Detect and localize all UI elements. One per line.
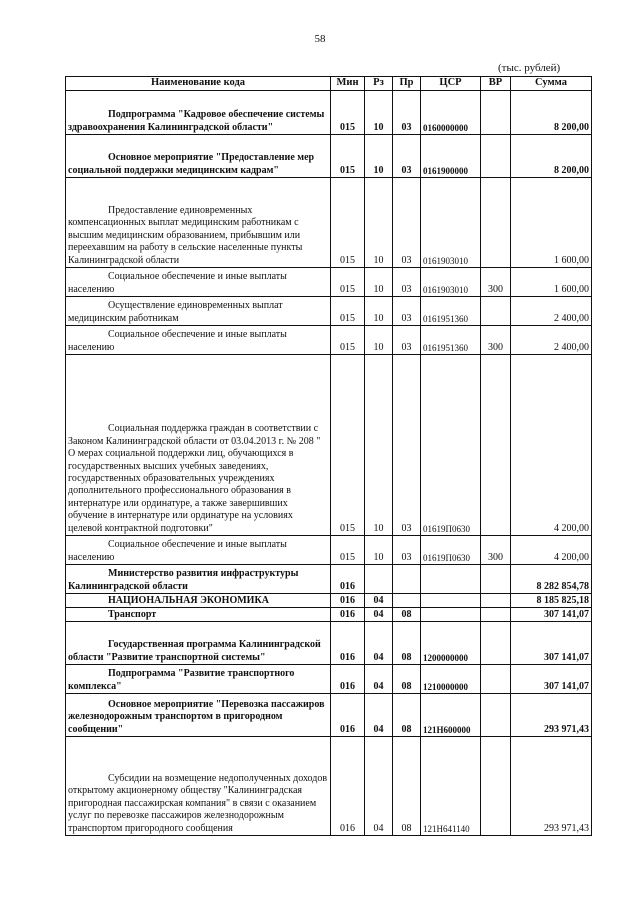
row-min-cell: 015 [331,536,365,565]
page-number: 58 [314,33,326,45]
row-min-cell: 016 [331,622,365,665]
row-rz-cell: 04 [365,608,393,622]
row-vr-cell: 300 [481,536,511,565]
row-vr-cell [481,135,511,178]
row-csr-cell: 0161951360 [421,326,481,355]
row-sum-cell: 8 200,00 [511,91,592,135]
row-sum-cell: 4 200,00 [511,536,592,565]
row-sum-cell: 1 600,00 [511,178,592,268]
row-csr-cell: 01619П0630 [421,536,481,565]
row-csr-cell: 0161900000 [421,135,481,178]
row-csr-cell: 1210000000 [421,665,481,694]
row-min-cell: 015 [331,268,365,297]
table-row [66,608,592,622]
table-body [66,91,592,836]
row-min-cell: 015 [331,326,365,355]
row-min-cell: 016 [331,665,365,694]
row-rz-cell: 10 [365,355,393,536]
row-name-cell: Социальное обеспечение и иные выплаты населению [66,536,331,565]
row-rz-cell: 10 [365,268,393,297]
row-vr-cell: 300 [481,268,511,297]
row-pr-cell: 03 [393,297,421,326]
header-csr: ЦСР [421,77,481,91]
row-min-cell: 016 [331,737,365,836]
row-pr-cell: 03 [393,326,421,355]
header-vr: ВР [481,77,511,91]
row-name-cell: Субсидии на возмещение недополученных доходов открытому акционерному обществу "Калининградская пригородная пассажирская компания" в связи с оказанием услуг по перевозке пассажиров железнодорожным транспортом пригородного сообщения [66,737,331,836]
row-csr-cell [421,565,481,594]
row-sum-cell: 2 400,00 [511,326,592,355]
header-name: Наименование кода [66,77,331,91]
row-name-cell: Государственная программа Калининградской области "Развитие транспортной системы" [66,622,331,665]
header-sum: Сумма [511,77,592,91]
row-min-cell: 016 [331,565,365,594]
table-header-row [66,77,592,91]
row-vr-cell [481,297,511,326]
row-csr-cell [421,594,481,608]
row-min-cell: 016 [331,594,365,608]
row-rz-cell: 04 [365,622,393,665]
row-rz-cell: 10 [365,297,393,326]
units-label: (тыс. рублей) [498,62,561,74]
row-vr-cell [481,737,511,836]
row-pr-cell: 08 [393,608,421,622]
row-pr-cell: 08 [393,737,421,836]
row-name-cell: Социальная поддержка граждан в соответствии с Законом Калининградской области от 03.04.2013 г. № 208 " О мерах социальной поддержки лиц, обучающихся в государственных высших учебных заведениях, государственных образовательных учреждениях дополнительного профессионального образования в интернатуре или ординатуре, а также завершивших обучение в интернатуре или ординатуре на условиях целевой контрактной подготовки" [66,355,331,536]
row-csr-cell: 0161903010 [421,178,481,268]
row-pr-cell: 03 [393,178,421,268]
header-min: Мин [331,77,365,91]
table-row [66,91,592,135]
row-name-cell: Социальное обеспечение и иные выплаты населению [66,326,331,355]
row-sum-cell: 293 971,43 [511,694,592,737]
row-rz-cell [365,565,393,594]
row-min-cell: 015 [331,91,365,135]
row-pr-cell: 08 [393,665,421,694]
row-name-cell: Министерство развития инфраструктуры Калининградской области [66,565,331,594]
row-name-cell: Подпрограмма "Развитие транспортного комплекса" [66,665,331,694]
row-name-cell: Осуществление единовременных выплат медицинским работникам [66,297,331,326]
row-rz-cell: 04 [365,737,393,836]
row-rz-cell: 10 [365,91,393,135]
row-csr-cell [421,608,481,622]
row-pr-cell: 03 [393,536,421,565]
row-min-cell: 015 [331,135,365,178]
row-csr-cell: 0160000000 [421,91,481,135]
row-min-cell: 016 [331,694,365,737]
row-name-cell: Подпрограмма "Кадровое обеспечение системы здравоохранения Калининградской области" [66,91,331,135]
row-sum-cell: 2 400,00 [511,297,592,326]
table-row [66,565,592,594]
row-sum-cell: 307 141,07 [511,608,592,622]
row-pr-cell: 03 [393,91,421,135]
row-name-cell: Предоставление единовременных компенсационных выплат медицинским работникам с высшим медицинским образованием, прибывшим или переехавшим на работу в сельские населенные пункты Калининградской области [66,178,331,268]
row-rz-cell: 10 [365,135,393,178]
row-vr-cell [481,178,511,268]
budget-table [65,76,592,836]
table-row [66,355,592,536]
row-sum-cell: 8 200,00 [511,135,592,178]
row-name-cell: НАЦИОНАЛЬНАЯ ЭКОНОМИКА [66,594,331,608]
row-min-cell: 015 [331,297,365,326]
row-pr-cell: 08 [393,694,421,737]
row-csr-cell: 121Н600000 [421,694,481,737]
table-row [66,297,592,326]
table-row [66,737,592,836]
row-vr-cell [481,665,511,694]
row-min-cell: 016 [331,608,365,622]
row-rz-cell: 10 [365,326,393,355]
table-row [66,536,592,565]
row-vr-cell [481,355,511,536]
row-sum-cell: 293 971,43 [511,737,592,836]
header-rz: Рз [365,77,393,91]
table-row [66,268,592,297]
table-row [66,594,592,608]
row-vr-cell [481,608,511,622]
row-min-cell: 015 [331,355,365,536]
row-name-cell: Транспорт [66,608,331,622]
row-rz-cell: 04 [365,594,393,608]
row-pr-cell: 08 [393,622,421,665]
row-pr-cell: 03 [393,135,421,178]
row-rz-cell: 04 [365,665,393,694]
row-name-cell: Основное мероприятие "Перевозка пассажиров железнодорожным транспортом в пригородном сообщении" [66,694,331,737]
row-vr-cell: 300 [481,326,511,355]
row-sum-cell: 307 141,07 [511,622,592,665]
row-min-cell: 015 [331,178,365,268]
row-rz-cell: 04 [365,694,393,737]
row-csr-cell: 1200000000 [421,622,481,665]
table-row [66,326,592,355]
row-csr-cell: 0161903010 [421,268,481,297]
row-pr-cell [393,565,421,594]
row-rz-cell: 10 [365,178,393,268]
row-sum-cell: 307 141,07 [511,665,592,694]
table-row [66,622,592,665]
table-row [66,694,592,737]
row-pr-cell: 03 [393,355,421,536]
row-vr-cell [481,565,511,594]
table-row [66,665,592,694]
row-vr-cell [481,694,511,737]
row-pr-cell [393,594,421,608]
row-sum-cell: 4 200,00 [511,355,592,536]
row-vr-cell [481,622,511,665]
row-vr-cell [481,91,511,135]
row-name-cell: Социальное обеспечение и иные выплаты населению [66,268,331,297]
table-row [66,178,592,268]
row-csr-cell: 01619П0630 [421,355,481,536]
row-sum-cell: 1 600,00 [511,268,592,297]
header-pr: Пр [393,77,421,91]
row-csr-cell: 121Н641140 [421,737,481,836]
row-vr-cell [481,594,511,608]
row-pr-cell: 03 [393,268,421,297]
row-sum-cell: 8 185 825,18 [511,594,592,608]
table-row [66,135,592,178]
row-rz-cell: 10 [365,536,393,565]
row-sum-cell: 8 282 854,78 [511,565,592,594]
row-csr-cell: 0161951360 [421,297,481,326]
row-name-cell: Основное мероприятие "Предоставление мер социальной поддержки медицинским кадрам" [66,135,331,178]
